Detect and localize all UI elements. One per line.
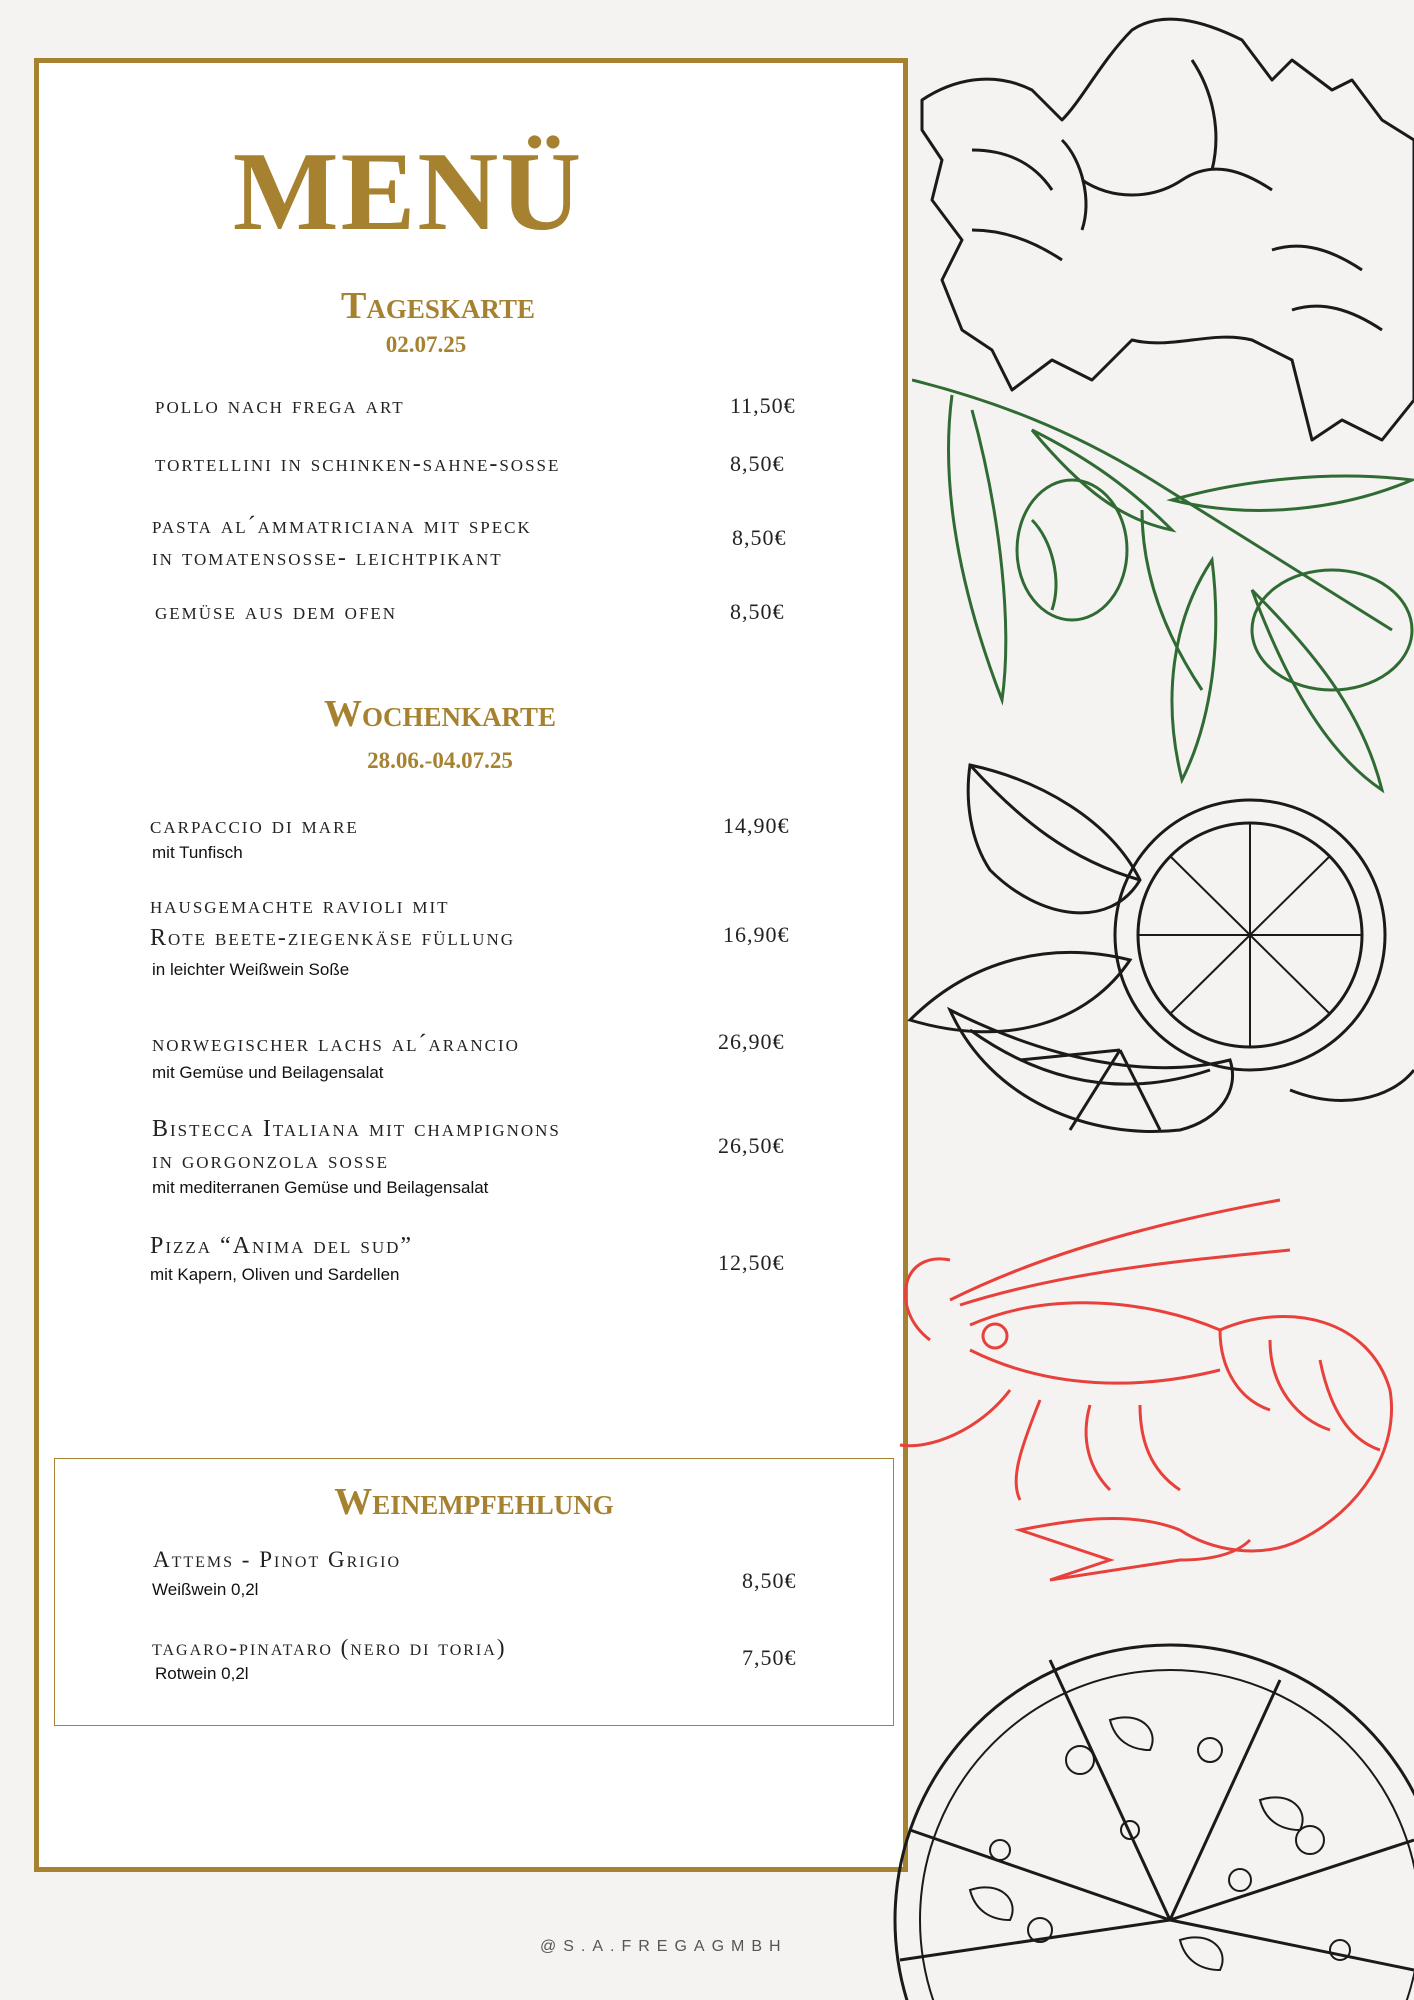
wochenkarte-title: Wochenkarte xyxy=(323,693,557,735)
wochenkarte-item-name-line2: in gorgonzola sosse xyxy=(152,1148,390,1174)
wochenkarte-item-price: 16,90€ xyxy=(723,922,790,947)
tageskarte-item-price: 8,50€ xyxy=(730,599,785,624)
wine-item-price: 7,50€ xyxy=(742,1645,797,1670)
wochenkarte-item-desc: mit mediterranen Gemüse und Beilagensalat xyxy=(152,1178,489,1197)
wochenkarte-item-name: hausgemachte ravioli mit xyxy=(150,893,450,919)
wine-item-price: 8,50€ xyxy=(742,1568,797,1593)
shrimp-icon xyxy=(890,1190,1414,1590)
wochenkarte-item-desc: mit Gemüse und Beilagensalat xyxy=(152,1063,384,1082)
wochenkarte-item-name: carpaccio di mare xyxy=(150,813,359,839)
tageskarte-date: 02.07.25 xyxy=(385,332,467,357)
wochenkarte-item-desc: mit Kapern, Oliven und Sardellen xyxy=(150,1265,400,1284)
tageskarte-item-name-line2: in tomatensosse- leichtpikant xyxy=(152,545,503,571)
tageskarte-item-name: pollo nach frega art xyxy=(155,393,405,419)
wochenkarte-item-name: Pizza “Anima del sud” xyxy=(150,1233,414,1259)
tageskarte-item-name: gemüse aus dem ofen xyxy=(155,599,398,625)
wine-item-name: tagaro-pinataro (nero di toria) xyxy=(152,1635,507,1660)
tageskarte-item-price: 11,50€ xyxy=(730,393,796,418)
tageskarte-item-name: tortellini in schinken-sahne-sosse xyxy=(155,451,561,477)
weinempfehlung-title: Weinempfehlung xyxy=(334,1481,614,1523)
wochenkarte-item-desc: in leichter Weißwein Soße xyxy=(152,960,350,979)
wochenkarte-date: 28.06.-04.07.25 xyxy=(367,748,513,773)
wochenkarte-item-name: Bistecca Italiana mit champignons xyxy=(152,1116,561,1142)
wochenkarte-item-name: norwegischer lachs al´arancio xyxy=(152,1031,520,1057)
footer-handle: @S.A.FREGAGMBH xyxy=(540,1938,788,1955)
pizza-icon xyxy=(880,1630,1414,2000)
tageskarte-item-price: 8,50€ xyxy=(730,451,785,476)
wine-item-desc: Weißwein 0,2l xyxy=(152,1580,259,1599)
lemon-icon xyxy=(890,760,1414,1170)
tageskarte-item-name: pasta al´ammatriciana mit speck xyxy=(152,513,532,539)
wochenkarte-item-price: 26,90€ xyxy=(718,1029,785,1054)
wochenkarte-item-price: 26,50€ xyxy=(718,1133,785,1158)
tageskarte-title: Tageskarte xyxy=(341,285,535,327)
wine-item-name: Attems - Pinot Grigio xyxy=(153,1547,402,1572)
tageskarte-item-price: 8,50€ xyxy=(732,525,787,550)
wochenkarte-item-desc: mit Tunfisch xyxy=(152,843,243,862)
page-title: MENÜ xyxy=(232,130,584,254)
wochenkarte-item-price: 12,50€ xyxy=(718,1250,785,1275)
olive-branch-icon xyxy=(912,370,1414,820)
wochenkarte-item-price: 14,90€ xyxy=(723,813,790,838)
wine-item-desc: Rotwein 0,2l xyxy=(155,1664,249,1683)
wochenkarte-item-name-line2: Rote beete-ziegenkäse füllung xyxy=(150,925,516,951)
